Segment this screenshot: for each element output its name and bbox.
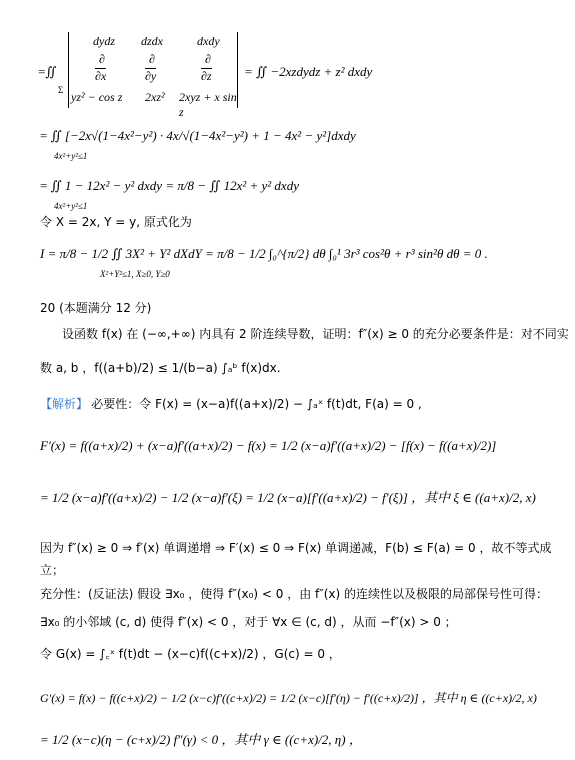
eq-line-3-expr: 1 − 12x² − y² dxdy = π/8 − ∬ 12x² + y² dxdy — [64, 178, 299, 193]
solution-line — [40, 396, 422, 412]
eq-line-3-sub: 4x²+y²≤1 — [54, 201, 88, 211]
derivative-line-1: F′(x) = f((a+x)/2) + (x−a)f′((a+x)/2) − f(x) = 1/2 (x−a)f′((a+x)/2) − [f(x) − f((a+x)/2)] — [40, 438, 497, 453]
det-r3-c2: ∂y — [145, 69, 157, 83]
det-r4-c1: yz² − cos z — [71, 90, 123, 104]
question-text-1: 设函数 f(x) 在 (−∞,+∞) 内具有 2 阶连续导数，证明：f″(x) ≥ 0 的充分必要条件是：对不同实 — [62, 327, 569, 341]
double-integral: =∬ — [38, 64, 57, 79]
eq-line-2-sub: 4x²+y²≤1 — [54, 151, 88, 161]
eq-line-3: = ∬ 1 − 12x² − y² dxdy = π/8 − ∬ 12x² + y² dxdy — [40, 178, 299, 193]
sufficiency-line-1: 充分性：(反证法) 假设 ∃x₀ ，使得 f″(x₀) < 0 ，由 f″(x) 的连续性以及极限的局部保号性可得： — [40, 587, 549, 601]
eq-line-5: I = π/8 − 1/2 ∬ 3X² + Y² dXdY = π/8 − 1/2 ∫₀^{π/2} dθ ∫₀¹ 3r³ cos²θ + r³ sin²θ dθ = 0 . — [40, 246, 488, 261]
eq-line-2: = ∬ [−2x√(1−4x²−y²) · 4x/√(1−4x²−y²) + 1 − 4x² − y²]dxdy — [40, 128, 356, 143]
solution-label: 【解析】 — [40, 397, 89, 411]
eq-line-2-expr: [−2x√(1−4x²−y²) · 4x/√(1−4x²−y²) + 1 − 4x² − y²]dxdy — [64, 128, 356, 143]
substitution-line: 令 X = 2x, Y = y, 原式化为 — [40, 215, 192, 229]
det-r3-c1: ∂x — [95, 69, 107, 83]
det-r3-c3: ∂z — [201, 69, 212, 83]
question-title: 20 (本题满分 12 分) — [40, 301, 152, 315]
determinant — [68, 32, 238, 119]
det-r1-c3: dxdy — [197, 34, 220, 48]
sufficiency-line-4: G′(x) = f(x) − f((c+x)/2) − 1/2 (x−c)f′((c+x)/2) = 1/2 (x−c)[f′(η) − f′((c+x)/2)] ，其中 η ∈ ((c+x)/2, x) — [40, 691, 537, 705]
det-r4-c2: 2xz² — [145, 90, 165, 104]
eq-line-5-sub: X²+Y²≤1, X≥0, Y≥0 — [100, 269, 170, 279]
det-r1-c2: dzdx — [141, 34, 163, 48]
sufficiency-line-5: = 1/2 (x−c)(η − (c+x)/2) f″(γ) < 0 ，其中 γ ∈ ((c+x)/2, η) ， — [40, 732, 362, 747]
det-r4-c3: 2xyz + x sin z — [179, 90, 237, 119]
conclusion-line-a: 因为 f″(x) ≥ 0 ⇒ f′(x) 单调递增 ⇒ F′(x) ≤ 0 ⇒ F(x) 单调递减，F(b) ≤ F(a) = 0 ，故不等式成 — [40, 541, 552, 555]
sigma-sub: Σ — [58, 85, 64, 95]
det-r1-c1: dydz — [93, 34, 115, 48]
det-r2-c3: ∂ — [205, 52, 211, 66]
det-r2-c1: ∂ — [99, 52, 105, 66]
sufficiency-line-2: ∃x₀ 的小邻域 (c, d) 使得 f″(x) < 0 ，对于 ∀x ∈ (c, d) ，从而 −f″(x) > 0 ； — [40, 615, 457, 629]
sufficiency-line-3: 令 G(x) = ∫꜀ˣ f(t)dt − (x−c)f((c+x)/2) ，G(c) = 0 ， — [40, 647, 341, 661]
det-result: = ∬ −2xzdydz + z² dxdy — [244, 64, 373, 79]
det-r2-c2: ∂ — [149, 52, 155, 66]
det-prefix — [38, 64, 56, 80]
derivative-line-2: = 1/2 (x−a)f′((a+x)/2) − 1/2 (x−a)f′(ξ) = 1/2 (x−a)[f′((a+x)/2) − f′(ξ)] ，其中 ξ ∈ ((a+x)/2, x) — [40, 490, 536, 505]
solution-text: 必要性：令 F(x) = (x−a)f((a+x)/2) − ∫ₐˣ f(t)dt, F(a) = 0 , — [91, 397, 422, 411]
question-text-2: 数 a, b ，f((a+b)/2) ≤ 1/(b−a) ∫ₐᵇ f(x)dx. — [40, 361, 281, 375]
conclusion-line-b: 立； — [40, 563, 65, 577]
